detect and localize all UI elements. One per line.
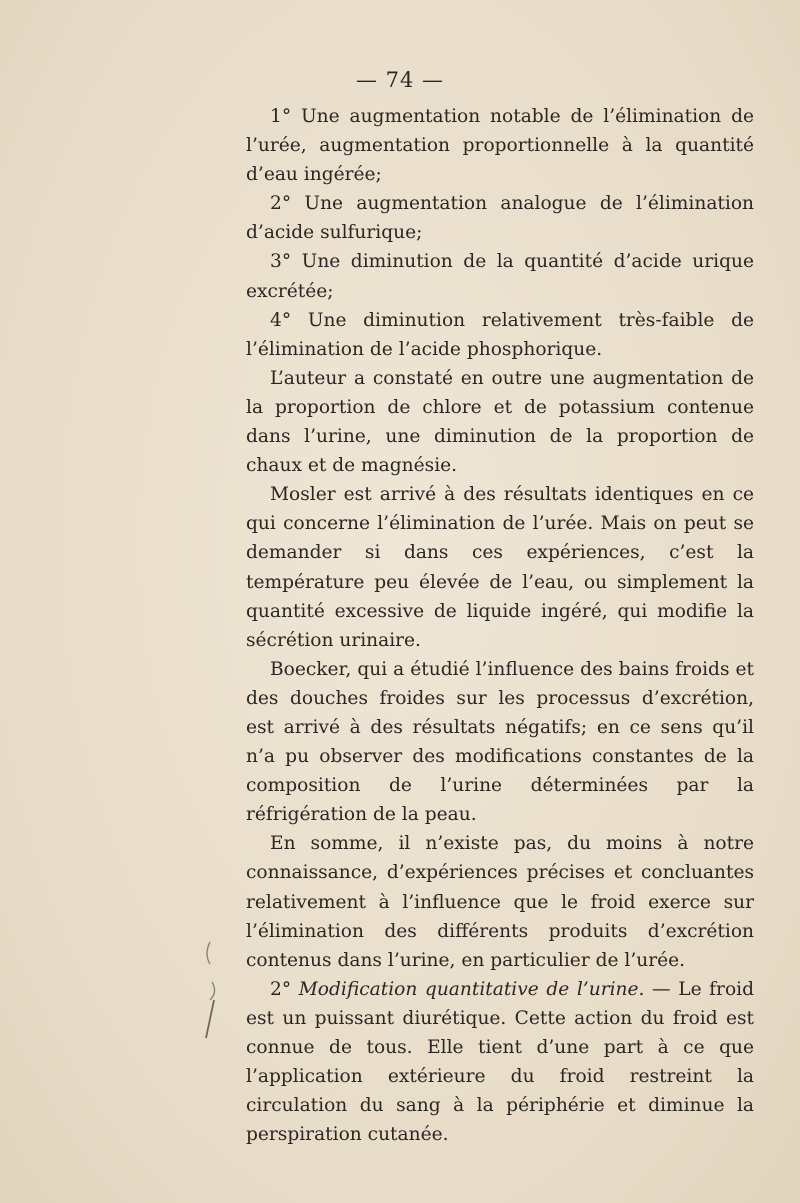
margin-pencil-mark	[198, 940, 228, 1040]
paragraph-1: 1° Une augmentation notable de l’élimination de l’urée, augmentation proportionnelle à la quantité d’eau ingérée;	[246, 106, 754, 186]
paragraph-6: Mosler est arrivé à des résultats identiques en ce qui concerne l’élimination de l’urée. Mais on peut se demander si dans ces expériences, c’est la température peu élevée de l’eau, ou simplement la quantité excessive de liquide ingéré, qui modifie la sécrétion urinaire.	[246, 484, 754, 651]
section-heading: Modification quantitative de l’urine.	[298, 978, 645, 1000]
paragraph-7: Boecker, qui a étudié l’influence des bains froids et des douches froides sur les processus d’excrétion, est arrivé à des résultats négatifs; en ce sens qu’il n’a pu observer des modifications constantes de la composition de l’urine déterminées par la réfrigération de la peau.	[246, 658, 754, 826]
paragraph-2: 2° Une augmentation analogue de l’élimination d’acide sulfurique;	[246, 193, 754, 244]
paragraph-9	[246, 975, 754, 1150]
section-text: — Le froid est un puissant diurétique. Cette action du froid est connue de tous. Elle tient d’une part à ce que l’application extérieure du froid restreint la circulation du sang à la périphérie et diminue la perspiration cutanée.	[246, 978, 754, 1146]
section-number: 2°	[270, 978, 292, 1000]
page-number: — 74 —	[355, 68, 445, 92]
paragraph-8: En somme, il n’existe pas, du moins à notre connaissance, d’expériences précises et concluantes relativement à l’influence que le froid exerce sur l’élimination des différents produits d’excrétion contenus dans l’urine, en particulier de l’urée.	[246, 833, 754, 971]
body-text	[246, 102, 754, 1149]
paragraph-3: 3° Une diminution de la quantité d’acide urique excrétée;	[246, 251, 754, 302]
paragraph-5: L’auteur a constaté en outre une augmentation de la proportion de chlore et de potassium contenue dans l’urine, une diminution de la proportion de chaux et de magnésie.	[246, 367, 754, 477]
paragraph-4: 4° Une diminution relativement très-faible de l’élimination de l’acide phosphorique.	[246, 309, 754, 360]
